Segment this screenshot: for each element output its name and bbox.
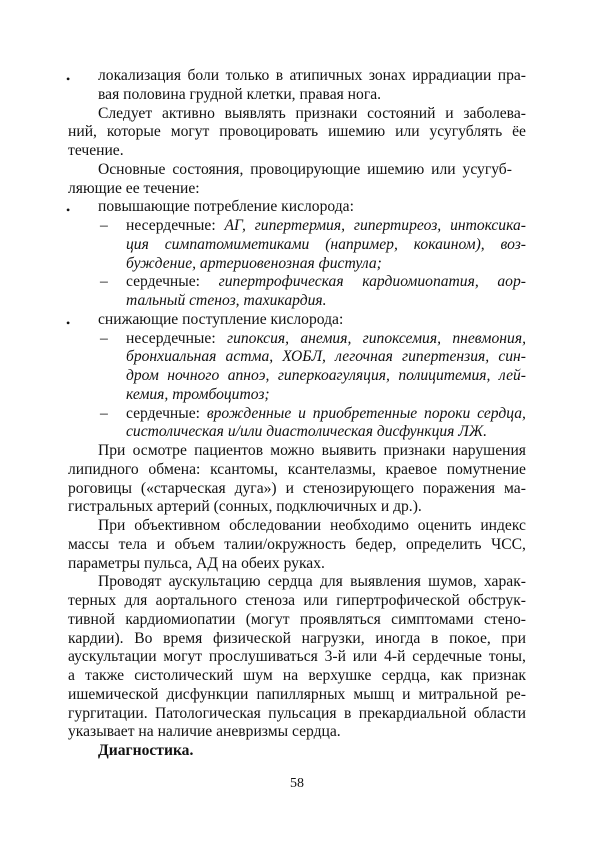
word: гипоксемия, xyxy=(362,329,441,347)
word: зонах xyxy=(368,67,406,84)
word: Проводят xyxy=(98,573,162,591)
word: талии/окружность xyxy=(224,535,346,553)
word: тивной xyxy=(68,610,116,628)
text-line xyxy=(126,366,526,387)
word: время xyxy=(163,629,203,647)
word: сердца xyxy=(267,573,313,591)
word: ишемию xyxy=(328,123,386,141)
word: верхушке xyxy=(308,667,372,684)
word: астма, xyxy=(225,348,274,366)
word: анемия, xyxy=(300,329,352,347)
word: ишемию xyxy=(367,160,425,178)
word: 4-й xyxy=(384,648,406,666)
word: при xyxy=(501,629,526,647)
word: гургитации. xyxy=(68,704,148,722)
word: или xyxy=(431,160,456,178)
word: можно xyxy=(270,442,315,459)
word: объективном xyxy=(134,517,221,534)
word: мышц xyxy=(353,685,395,703)
word: поражения xyxy=(422,479,496,497)
bullet-marker: • xyxy=(66,72,71,86)
word: пневмония, xyxy=(452,329,526,347)
word: стенозирующего xyxy=(302,479,414,497)
text-line xyxy=(68,704,526,725)
word: кардиомиопатия, xyxy=(362,273,479,291)
word: бедер, xyxy=(355,535,397,553)
word: прослушиваться xyxy=(208,648,318,666)
word: усугуб- xyxy=(462,160,512,178)
word: необходимо xyxy=(329,517,409,534)
word: выявлять xyxy=(224,104,286,122)
text-line xyxy=(98,572,526,593)
word: врожденные xyxy=(206,404,292,422)
word: бронхиальная xyxy=(126,348,217,366)
word: дром xyxy=(126,367,159,384)
text-line xyxy=(68,122,526,143)
word: сердца, xyxy=(477,404,526,422)
word: терных xyxy=(68,592,117,609)
word: помутнение xyxy=(446,460,526,478)
word: на xyxy=(282,667,299,684)
text-line xyxy=(126,329,526,350)
word: признак xyxy=(472,667,526,684)
word: краевое xyxy=(385,460,438,478)
text-line xyxy=(68,479,526,500)
text-line xyxy=(126,235,526,256)
word: выявления xyxy=(350,573,421,591)
word: атипичных xyxy=(289,67,363,84)
word: воз- xyxy=(500,235,526,253)
text-line: ляющие ее течение: xyxy=(68,179,200,197)
bullet-marker: • xyxy=(66,203,71,218)
word: харак- xyxy=(483,573,526,591)
word: пороки xyxy=(424,404,471,422)
word: Основные xyxy=(98,160,166,178)
word: активно xyxy=(161,104,215,122)
word: 3-й xyxy=(324,648,346,666)
word: могут xyxy=(163,648,203,666)
text-line xyxy=(68,666,526,687)
text-line xyxy=(98,104,526,125)
word: дуга») xyxy=(234,479,277,497)
word: локализация xyxy=(98,67,182,84)
word: дисфункции xyxy=(166,685,249,703)
word: гиперкоагуляция, xyxy=(277,367,390,384)
word: аускультации xyxy=(68,648,157,666)
word: сердечные: xyxy=(126,404,201,422)
word: обструк- xyxy=(468,592,526,609)
word: проявляться xyxy=(299,610,381,628)
text-line: указывает на наличие аневризмы сердца. xyxy=(68,723,341,741)
text-line xyxy=(68,591,526,612)
text-line xyxy=(98,441,526,462)
word: гипертрофическая xyxy=(218,273,344,291)
word: кардиомиопатии xyxy=(125,610,236,628)
word: прекардиальной xyxy=(358,704,467,722)
word: состояния, xyxy=(172,160,244,178)
word: кокаином), xyxy=(413,235,485,253)
text-line: кемия, тромбоцитоз; xyxy=(126,385,270,403)
word: ксантомы, xyxy=(210,460,279,478)
word: оценить xyxy=(417,517,472,534)
text-line: течение. xyxy=(68,142,124,159)
word: син- xyxy=(498,348,526,366)
word: шум xyxy=(243,667,273,684)
word: (например, xyxy=(325,235,398,253)
word: АГ, xyxy=(224,217,246,234)
word: и xyxy=(402,685,411,703)
word: заболева- xyxy=(463,104,526,122)
text-line xyxy=(68,647,526,668)
word: массы xyxy=(68,535,110,553)
text-line xyxy=(98,160,512,181)
word: пульсация xyxy=(268,704,337,722)
text-line xyxy=(126,347,526,368)
word: в xyxy=(343,704,352,722)
word: определить xyxy=(405,535,482,553)
word: как xyxy=(440,667,463,684)
word: физической xyxy=(212,629,291,647)
word: и xyxy=(156,535,165,553)
text-line xyxy=(126,404,526,425)
word: («старческая xyxy=(140,479,226,497)
word: иногда xyxy=(375,629,421,647)
word: ре- xyxy=(506,685,526,703)
word: обследовании xyxy=(229,517,322,534)
word: стеноза xyxy=(245,592,296,609)
word: состояний xyxy=(367,104,436,122)
word: области xyxy=(473,704,526,722)
word: боли xyxy=(187,67,220,84)
text-line xyxy=(68,535,526,556)
text-line: тальный стеноз, тахикардия. xyxy=(126,292,327,309)
text-line xyxy=(126,216,526,237)
word: обмена: xyxy=(148,460,201,478)
word: усугублять xyxy=(429,123,503,141)
word: для xyxy=(319,573,343,591)
text-line: систолическая и/или диастолическая дисфункция ЛЖ. xyxy=(126,423,488,441)
word: стено- xyxy=(483,610,526,628)
dash-marker: – xyxy=(100,273,108,291)
word: ция xyxy=(126,235,149,253)
word: шумов, xyxy=(428,573,477,591)
word: интоксика- xyxy=(450,217,526,234)
word: несердечные: xyxy=(126,329,216,347)
word: гипертензия, xyxy=(402,348,490,366)
word: ксантелазмы, xyxy=(287,460,376,478)
word: для xyxy=(124,592,148,609)
word: При xyxy=(98,517,126,534)
word: провоцировать xyxy=(219,123,319,141)
word: и xyxy=(298,404,306,422)
word: лей- xyxy=(498,367,526,384)
text-line: гистральных артерий (сонных, подключичных и др.). xyxy=(68,498,422,516)
word: тоны, xyxy=(488,648,526,666)
word: ёе xyxy=(512,123,526,141)
word: ишемической xyxy=(68,685,159,703)
text-line xyxy=(98,66,526,87)
word: легочная xyxy=(335,348,393,366)
text-line: повышающие потребление кислорода: xyxy=(98,198,354,216)
word: ЧСС, xyxy=(491,535,526,553)
text-line xyxy=(68,685,526,706)
word: нарушения xyxy=(452,442,526,459)
word: сердца, xyxy=(381,667,431,684)
word: также xyxy=(85,667,125,684)
text-line xyxy=(68,610,526,631)
word: нагрузки, xyxy=(301,629,365,647)
word: а xyxy=(68,667,75,684)
word: полицитемия, xyxy=(398,367,491,384)
word: гипоксия, xyxy=(227,329,290,347)
word: ночного xyxy=(167,367,220,384)
text-line xyxy=(98,516,526,537)
word: выявить xyxy=(321,442,377,459)
dash-marker: – xyxy=(100,329,108,347)
text-line xyxy=(68,460,526,481)
word: пра- xyxy=(497,67,526,84)
dash-marker: – xyxy=(100,404,108,422)
page-number: 58 xyxy=(290,776,304,791)
word: признаки xyxy=(295,104,358,122)
text-line xyxy=(126,272,526,293)
word: ма- xyxy=(504,479,526,497)
word: роговицы xyxy=(68,479,132,497)
text-line: параметры пульса, АД на обеих руках. xyxy=(68,554,325,572)
word: или xyxy=(303,592,328,609)
word: тела xyxy=(118,535,148,553)
word: и xyxy=(285,479,294,497)
text-line: снижающие поступление кислорода: xyxy=(98,310,344,328)
word: покое, xyxy=(449,629,491,647)
word: митральной xyxy=(418,685,498,703)
word: сердечные xyxy=(412,648,482,666)
word: могут xyxy=(170,123,210,141)
word: признаки xyxy=(383,442,446,459)
text-line xyxy=(68,629,526,650)
word: симпатомиметиками xyxy=(164,235,310,253)
word: гипертиреоз, xyxy=(353,217,442,234)
word: аор- xyxy=(497,273,526,291)
word: Следует xyxy=(98,104,153,122)
word: несердечные: xyxy=(126,217,216,234)
word: ний, xyxy=(68,123,97,141)
word: папиллярных xyxy=(256,685,346,703)
word: объем xyxy=(174,535,215,553)
word: осмотре xyxy=(132,442,187,459)
word: сердечные: xyxy=(126,273,201,291)
dash-marker: – xyxy=(100,217,108,234)
word: пациентов xyxy=(194,442,264,459)
word: гипертермия, xyxy=(254,217,345,234)
word: Во xyxy=(134,629,153,647)
word: систолический xyxy=(134,667,234,684)
section-heading: Диагностика. xyxy=(98,742,194,759)
word: аускультацию xyxy=(168,573,261,591)
word: и xyxy=(445,104,454,122)
word: апноэ, xyxy=(227,367,270,384)
word: которые xyxy=(106,123,161,141)
word: только xyxy=(225,67,270,84)
word: При xyxy=(98,442,126,459)
bullet-marker: • xyxy=(66,315,71,330)
word: кардии). xyxy=(68,629,124,647)
word: или xyxy=(395,123,420,141)
word: аортального xyxy=(155,592,237,609)
word: симптомами xyxy=(391,610,474,628)
word: провоцирующие xyxy=(250,160,361,178)
text-line: буждение, артериовенозная фистула; xyxy=(126,254,382,272)
word: (могут xyxy=(245,610,290,628)
word: приобретенные xyxy=(312,404,418,422)
text-line: вая половина грудной клетки, правая нога. xyxy=(98,85,382,103)
word: в xyxy=(431,629,439,647)
word: гипертрофической xyxy=(336,592,460,609)
word: ХОБЛ, xyxy=(282,348,326,366)
word: иррадиации xyxy=(412,67,492,84)
word: Патологическая xyxy=(155,704,261,722)
word: в xyxy=(275,67,284,84)
word: или xyxy=(352,648,378,666)
word: липидного xyxy=(68,460,139,478)
word: индекс xyxy=(480,517,526,534)
